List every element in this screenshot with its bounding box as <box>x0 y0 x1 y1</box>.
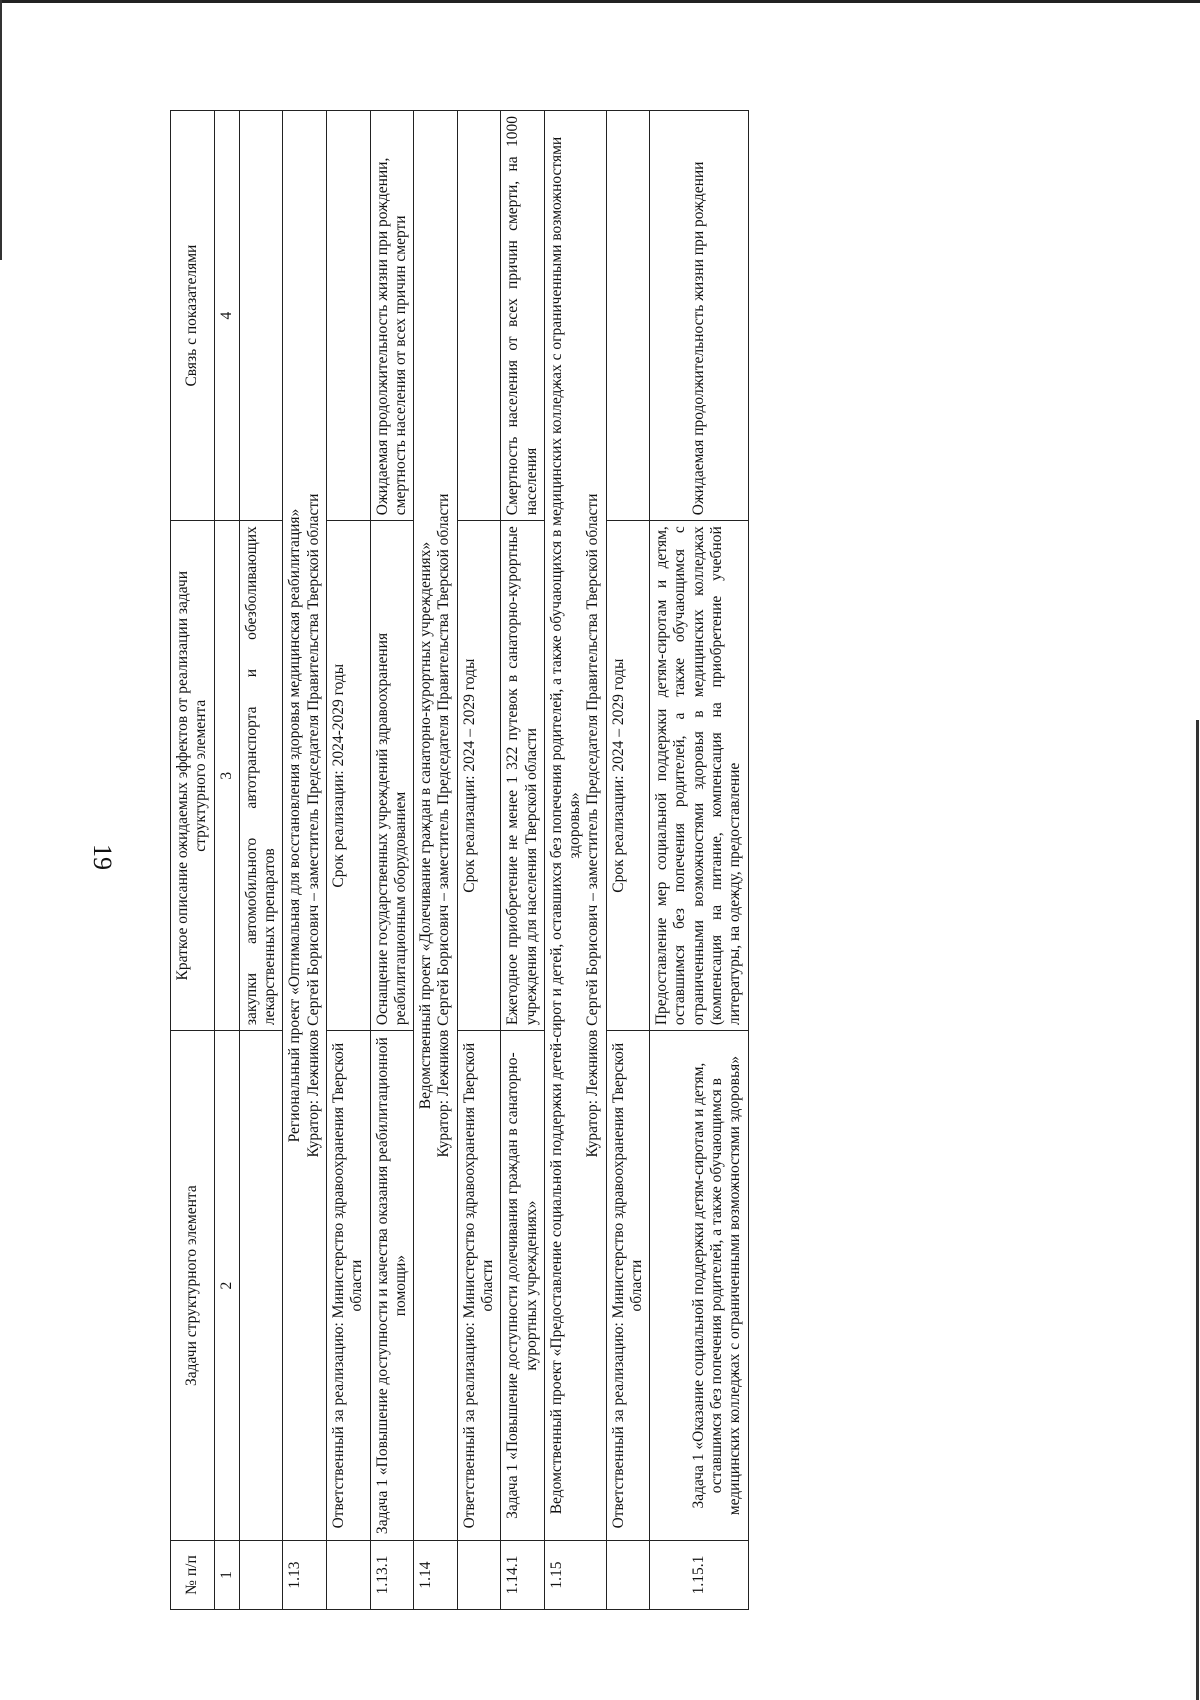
responsible-row <box>606 111 650 1610</box>
continuation-effect: закупки автомобильного автотранспорта и обезболивающих лекарственных препаратов <box>239 521 283 1031</box>
section-title: Ведомственный проект «Предоставление социальной поддержки детей-сирот и детей, оставшихся без попечения родителей, а также обучающихся в медицинских колледжах с ограниченными возможностями здоровья» Куратор: Лежников Сергей Борисович – заместитель Председателя Правительства Тверской области <box>544 111 606 1541</box>
section-number: 1.14 <box>414 1541 458 1610</box>
col-number: 1 <box>214 1541 239 1610</box>
term-text: Срок реализации: 2024-2029 годы <box>326 521 370 1031</box>
task-text: Задача 1 «Повышение доступности и качества оказания реабилитационной помощи» <box>370 1031 414 1541</box>
col-number: 3 <box>214 521 239 1031</box>
effect-text: Оснащение государственных учреждений здравоохранения реабилитационным оборудованием <box>370 521 414 1031</box>
col-number: 4 <box>214 111 239 521</box>
term-text: Срок реализации: 2024 – 2029 годы <box>606 521 650 1031</box>
responsible-text: Ответственный за реализацию: Министерство здравоохранения Тверской области <box>606 1031 650 1541</box>
structure-table <box>170 110 749 1610</box>
header-effects: Краткое описание ожидаемых эффектов от реализации задачи структурного элемента <box>171 521 215 1031</box>
scan-left-edge <box>0 0 2 260</box>
table-header-row <box>171 111 215 1610</box>
section-title-row <box>544 111 606 1610</box>
section-number: 1.15 <box>544 1541 606 1610</box>
task-row <box>370 111 414 1610</box>
task-row <box>650 111 748 1610</box>
column-number-row <box>214 111 239 1610</box>
task-number: 1.14.1 <box>501 1541 545 1610</box>
indicator-text: Смертность населения от всех причин смерти, на 1000 населения <box>501 111 545 521</box>
task-number: 1.15.1 <box>650 1541 748 1610</box>
section-number: 1.13 <box>283 1541 327 1610</box>
indicator-text: Ожидаемая продолжительность жизни при рождении <box>650 111 748 521</box>
page-number: 19 <box>88 844 117 870</box>
responsible-row <box>326 111 370 1610</box>
section-title-row <box>283 111 327 1610</box>
effect-text: Ежегодное приобретение не менее 1 322 путевок в санаторно-курортные учреждения для населения Тверской области <box>501 521 545 1031</box>
header-indicators: Связь с показателями <box>171 111 215 521</box>
scan-top-edge <box>0 0 1200 3</box>
effect-text: Предоставление мер социальной поддержки детям-сиротам и детям, оставшимся без попечения родителей, а также обучающимся с ограниченными возможностями здоровья в медицинских колледжах (компенсация на питание, компенсация на приобретение учебной литературы, на одежду, предоставление <box>650 521 748 1031</box>
task-number: 1.13.1 <box>370 1541 414 1610</box>
continuation-row <box>239 111 283 1610</box>
task-text: Задача 1 «Оказание социальной поддержки детям-сиротам и детям, оставшимся без попечения родителей, а также обучающимся в медицинских колледжах с ограниченными возможностями здоровья» <box>650 1031 748 1541</box>
rotated-table-container <box>170 110 910 1610</box>
header-num: № п/п <box>171 1541 215 1610</box>
responsible-text: Ответственный за реализацию: Министерство здравоохранения Тверской области <box>326 1031 370 1541</box>
scan-right-edge <box>1196 720 1199 1700</box>
responsible-row <box>457 111 501 1610</box>
col-number: 2 <box>214 1031 239 1541</box>
responsible-text: Ответственный за реализацию: Министерство здравоохранения Тверской области <box>457 1031 501 1541</box>
section-title: Ведомственный проект «Долечивание граждан в санаторно-курортных учреждениях» Куратор: Лежников Сергей Борисович – заместитель Председателя Правительства Тверской области <box>414 111 458 1541</box>
section-title: Региональный проект «Оптимальная для восстановления здоровья медицинская реабилитация» Куратор: Лежников Сергей Борисович – заместитель Председателя Правительства Тверской области <box>283 111 327 1541</box>
header-tasks: Задачи структурного элемента <box>171 1031 215 1541</box>
indicator-text: Ожидаемая продолжительность жизни при рождении, смертность населения от всех причин смерти <box>370 111 414 521</box>
task-text: Задача 1 «Повышение доступности долечивания граждан в санаторно-курортных учреждениях» <box>501 1031 545 1541</box>
task-row <box>501 111 545 1610</box>
term-text: Срок реализации: 2024 – 2029 годы <box>457 521 501 1031</box>
section-title-row <box>414 111 458 1610</box>
